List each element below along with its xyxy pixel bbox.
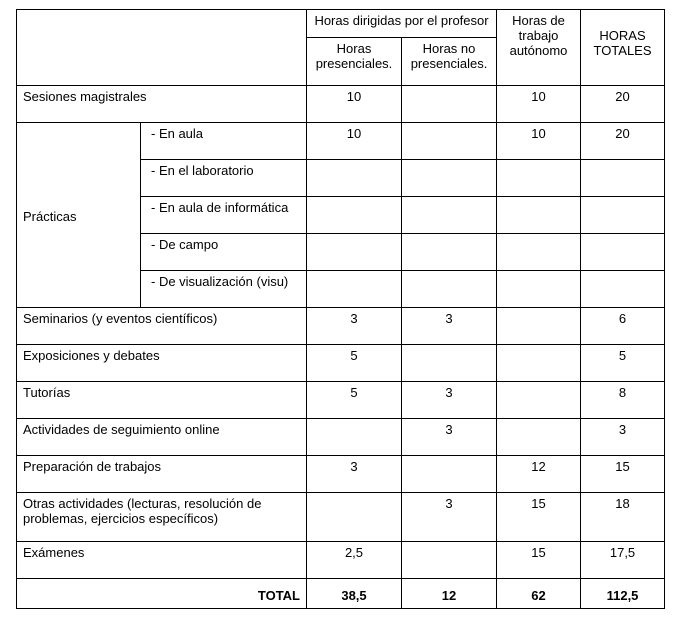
cell-presencial: 10	[307, 123, 402, 160]
sub-label: - En aula	[141, 123, 307, 160]
table-row	[17, 382, 665, 419]
cell-total: 15	[581, 456, 665, 493]
sub-label: - De campo	[141, 234, 307, 271]
header-totales: HORAS TOTALES	[581, 10, 665, 86]
row-label: Actividades de seguimiento online	[17, 419, 307, 456]
cell-total	[581, 271, 665, 308]
table-row	[17, 493, 665, 542]
cell-no-presencial	[402, 271, 497, 308]
cell-autonomo	[497, 382, 581, 419]
cell-total: 17,5	[581, 542, 665, 579]
table-row	[17, 345, 665, 382]
table-row	[17, 86, 665, 123]
cell-autonomo	[497, 345, 581, 382]
cell-autonomo: 15	[497, 493, 581, 542]
cell-presencial	[307, 234, 402, 271]
row-label: Seminarios (y eventos científicos)	[17, 308, 307, 345]
hours-table	[16, 9, 665, 609]
cell-no-presencial	[402, 542, 497, 579]
table-row	[17, 308, 665, 345]
cell-autonomo: 10	[497, 123, 581, 160]
row-label-practicas: Prácticas	[17, 123, 141, 308]
cell-total: 8	[581, 382, 665, 419]
header-blank-cell	[17, 10, 307, 86]
table-row	[17, 419, 665, 456]
table-row	[17, 123, 665, 160]
row-label: Sesiones magistrales	[17, 86, 307, 123]
cell-no-presencial	[402, 160, 497, 197]
cell-no-presencial: 3	[402, 419, 497, 456]
cell-presencial: 10	[307, 86, 402, 123]
cell-no-presencial	[402, 456, 497, 493]
header-no-presencial: Horas no presenciales.	[402, 38, 497, 86]
total-row	[17, 579, 665, 609]
row-label: Exposiciones y debates	[17, 345, 307, 382]
cell-presencial: 2,5	[307, 542, 402, 579]
cell-no-presencial	[402, 234, 497, 271]
cell-presencial	[307, 493, 402, 542]
cell-no-presencial	[402, 197, 497, 234]
cell-presencial	[307, 197, 402, 234]
header-directed: Horas dirigidas por el profesor	[307, 10, 497, 38]
row-label: Tutorías	[17, 382, 307, 419]
cell-presencial	[307, 160, 402, 197]
row-label: Otras actividades (lecturas, resolución de problemas, ejercicios específicos)	[17, 493, 307, 542]
total-no-presencial: 12	[402, 579, 497, 609]
cell-presencial: 5	[307, 382, 402, 419]
cell-autonomo	[497, 160, 581, 197]
cell-total: 3	[581, 419, 665, 456]
row-label: Exámenes	[17, 542, 307, 579]
table-row	[17, 542, 665, 579]
total-total: 112,5	[581, 579, 665, 609]
cell-total	[581, 234, 665, 271]
cell-total	[581, 197, 665, 234]
cell-presencial: 3	[307, 456, 402, 493]
cell-no-presencial: 3	[402, 382, 497, 419]
cell-presencial: 5	[307, 345, 402, 382]
cell-autonomo	[497, 419, 581, 456]
row-label: Preparación de trabajos	[17, 456, 307, 493]
sub-label: - De visualización (visu)	[141, 271, 307, 308]
cell-total: 5	[581, 345, 665, 382]
cell-presencial	[307, 419, 402, 456]
cell-no-presencial	[402, 123, 497, 160]
cell-total: 6	[581, 308, 665, 345]
cell-no-presencial	[402, 345, 497, 382]
header-autonomo: Horas de trabajo autónomo	[497, 10, 581, 86]
cell-autonomo	[497, 308, 581, 345]
table-row	[17, 456, 665, 493]
cell-autonomo: 15	[497, 542, 581, 579]
cell-autonomo: 12	[497, 456, 581, 493]
cell-autonomo: 10	[497, 86, 581, 123]
sub-label: - En aula de informática	[141, 197, 307, 234]
total-autonomo: 62	[497, 579, 581, 609]
cell-autonomo	[497, 271, 581, 308]
cell-presencial	[307, 271, 402, 308]
cell-no-presencial: 3	[402, 308, 497, 345]
cell-no-presencial: 3	[402, 493, 497, 542]
cell-total: 20	[581, 123, 665, 160]
total-label: TOTAL	[17, 579, 307, 609]
cell-autonomo	[497, 197, 581, 234]
cell-no-presencial	[402, 86, 497, 123]
total-presencial: 38,5	[307, 579, 402, 609]
cell-presencial: 3	[307, 308, 402, 345]
header-presencial: Horas presenciales.	[307, 38, 402, 86]
cell-total	[581, 160, 665, 197]
cell-autonomo	[497, 234, 581, 271]
cell-total: 18	[581, 493, 665, 542]
cell-total: 20	[581, 86, 665, 123]
sub-label: - En el laboratorio	[141, 160, 307, 197]
